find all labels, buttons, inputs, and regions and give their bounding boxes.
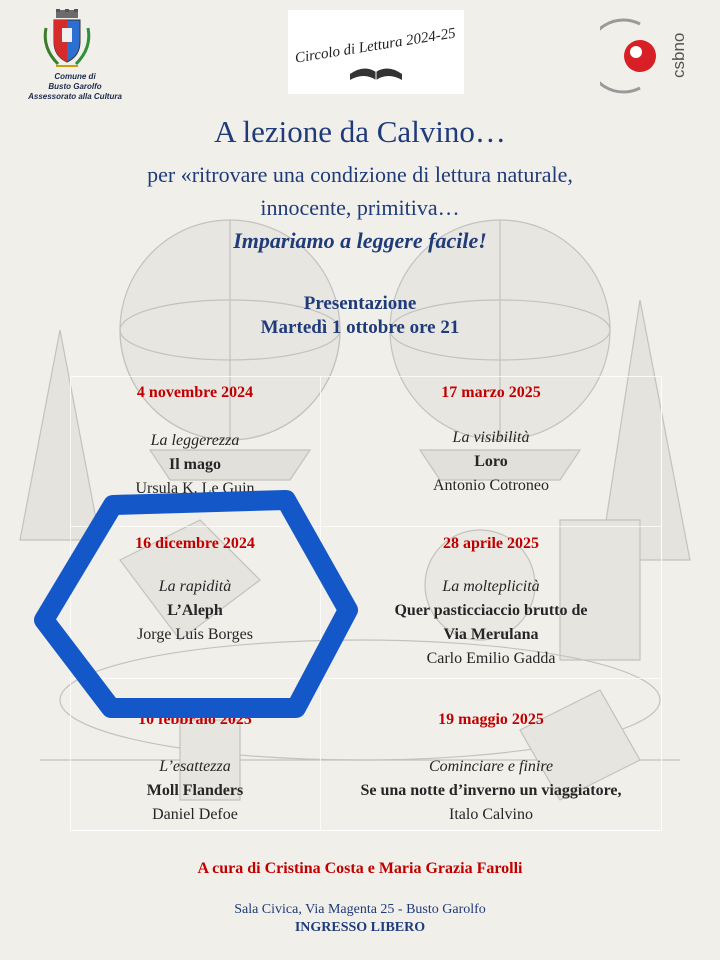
event-book: Loro <box>474 453 508 470</box>
event-date: 28 aprile 2025 <box>443 535 539 552</box>
event-author: Daniel Defoe <box>152 806 238 823</box>
event-cell <box>321 527 662 679</box>
subtitle-tagline: Impariamo a leggere facile! <box>233 228 487 253</box>
event-book: L’Aleph <box>167 602 223 619</box>
event-book: Quer pasticciaccio brutto de <box>394 602 588 619</box>
entry-note: INGRESSO LIBERO <box>294 920 426 935</box>
schedule-grid <box>70 376 662 831</box>
event-theme: La molteplicità <box>442 578 540 595</box>
event-cell <box>70 376 321 527</box>
presentation-date: Martedì 1 ottobre ore 21 <box>260 317 460 338</box>
comune-line2: Busto Garolfo <box>48 82 102 91</box>
subtitle-line-2: innocente, primitiva… <box>260 195 460 220</box>
event-cell <box>70 679 321 831</box>
event-date: 4 novembre 2024 <box>136 384 254 401</box>
presentation-label: Presentazione <box>303 293 417 314</box>
event-book: Moll Flanders <box>146 782 244 799</box>
event-cell <box>70 527 321 679</box>
csbno-logo-text: csbno <box>669 32 688 78</box>
event-theme: La rapidità <box>158 578 232 595</box>
event-cell <box>321 679 662 831</box>
venue: Sala Civica, Via Magenta 25 - Busto Garolfo <box>234 902 486 917</box>
event-theme: La visibilità <box>452 429 530 446</box>
event-book-line2: Via Merulana <box>443 626 539 643</box>
event-theme: L’esattezza <box>159 758 231 775</box>
main-title: A lezione da Calvino… <box>214 114 506 149</box>
subtitle-line-1: per «ritrovare una condizione di lettura naturale, <box>147 162 573 187</box>
event-date: 17 marzo 2025 <box>441 384 541 401</box>
event-author: Ursula K. Le Guin <box>135 480 255 497</box>
event-author: Carlo Emilio Gadda <box>426 650 556 667</box>
event-book: Il mago <box>169 456 221 473</box>
event-theme: La leggerezza <box>150 432 240 449</box>
event-author: Italo Calvino <box>449 806 533 823</box>
csbno-logo <box>600 10 700 95</box>
circolo-logo-text: Circolo di Lettura 2024-25 <box>293 25 457 67</box>
event-author: Antonio Cotroneo <box>433 477 549 494</box>
event-date: 19 maggio 2025 <box>438 711 544 728</box>
event-theme: Cominciare e finire <box>428 758 554 775</box>
event-date: 16 dicembre 2024 <box>135 535 255 552</box>
event-cell <box>321 376 662 527</box>
circolo-di-lettura-logo <box>288 10 464 94</box>
comune-line1: Comune di <box>54 72 96 81</box>
event-author: Jorge Luis Borges <box>137 626 253 643</box>
comune-caption <box>20 72 130 102</box>
curators: A cura di Cristina Costa e Maria Grazia Farolli <box>197 860 523 877</box>
event-book: Se una notte d’inverno un viaggiatore, <box>360 782 622 799</box>
coat-of-arms-icon <box>38 8 96 70</box>
event-date: 10 febbraio 2025 <box>138 711 252 728</box>
comune-line3: Assessorato alla Cultura <box>28 92 122 101</box>
